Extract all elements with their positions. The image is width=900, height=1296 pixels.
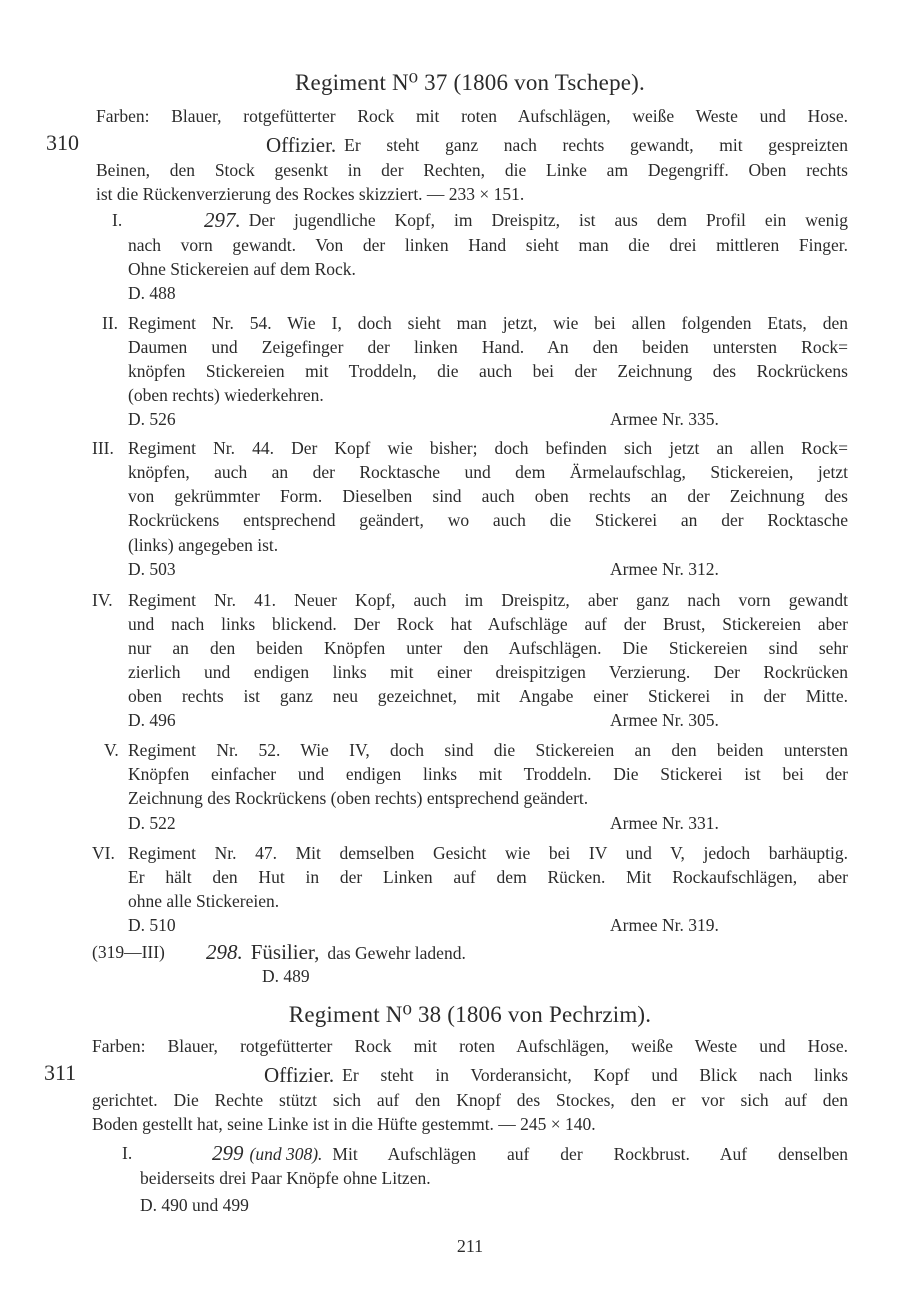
- state-text: Rockrückens entsprechend geändert, wo auch die Stickerei an der Rocktasche: [128, 510, 848, 530]
- state-roman-vi: VI.: [92, 843, 115, 863]
- reference-army: Armee Nr. 312.: [610, 559, 719, 579]
- officer-entry-line-1: [264, 1063, 848, 1087]
- page-number: 211: [456, 1236, 484, 1256]
- state-text: Zeichnung des Rockrückens (oben rechts) entsprechend geändert.: [128, 788, 589, 808]
- state-text: Regiment Nr. 47. Mit demselben Gesicht wie bei IV und V, jedoch barhäuptig.: [128, 843, 848, 863]
- reference-d: D. 522: [128, 813, 176, 833]
- plate-number-310: 310: [46, 130, 79, 155]
- plate-number-311: 311: [44, 1060, 77, 1085]
- catalogue-number-suffix: (und 308).: [249, 1144, 323, 1164]
- fusilier-text: das Gewehr ladend.: [327, 943, 466, 963]
- state-text: Mit Aufschlägen auf der Rockbrust. Auf denselben: [332, 1144, 848, 1164]
- state-i-line-1: [212, 1141, 848, 1166]
- state-text: Regiment Nr. 41. Neuer Kopf, auch im Dreispitz, aber ganz nach vorn gewandt: [128, 590, 848, 610]
- state-text: ohne alle Stickereien.: [128, 891, 280, 911]
- section-heading-regiment-37: Regiment N⁰ 37 (1806 von Tschepe).: [295, 70, 645, 95]
- state-roman-i: I.: [112, 210, 123, 230]
- state-text: nach vorn gewandt. Von der linken Hand sieht man die drei mittleren Finger.: [128, 235, 848, 255]
- officer-text: ist die Rückenverzierung des Rockes skizziert. — 233 × 151.: [96, 184, 525, 204]
- catalogue-number: 298.: [206, 940, 243, 964]
- state-text: Ohne Stickereien auf dem Rock.: [128, 259, 356, 279]
- reference-army: Armee Nr. 319.: [610, 915, 719, 935]
- fusilier-title: Füsilier,: [250, 940, 320, 964]
- state-text: (links) angegeben ist.: [128, 535, 279, 555]
- reference-d: D. 490 und 499: [140, 1195, 249, 1215]
- catalogue-number: 297.: [204, 208, 241, 232]
- reference-army: Armee Nr. 305.: [610, 710, 719, 730]
- reference-d: D. 496: [128, 710, 176, 730]
- state-text: Regiment Nr. 52. Wie IV, doch sind die Stickereien an den beiden untersten: [128, 740, 848, 760]
- state-text: Daumen und Zeigefinger der linken Hand. An den beiden untersten Rock=: [128, 337, 848, 357]
- state-text: beiderseits drei Paar Knöpfe ohne Litzen.: [140, 1168, 431, 1188]
- officer-text: Er steht in Vorderansicht, Kopf und Blick nach links: [342, 1065, 848, 1085]
- cross-reference: (319—III): [92, 942, 165, 962]
- colors-line-regiment-38: Farben: Blauer, rotgefütterter Rock mit roten Aufschlägen, weiße Weste und Hose.: [92, 1036, 848, 1056]
- reference-army: Armee Nr. 331.: [610, 813, 719, 833]
- state-text: zierlich und endigen links mit einer dreispitzigen Verzierung. Der Rockrücken: [128, 662, 848, 682]
- state-text: Knöpfen einfacher und endigen links mit Troddeln. Die Stickerei ist bei der: [128, 764, 848, 784]
- state-roman-iii: III.: [92, 438, 114, 458]
- state-text: von gekrümmter Form. Dieselben sind auch oben rechts an der Zeichnung des: [128, 486, 848, 506]
- catalogue-number: 299: [212, 1141, 244, 1165]
- colors-line-regiment-37: Farben: Blauer, rotgefütterter Rock mit roten Aufschlägen, weiße Weste und Hose.: [96, 106, 848, 126]
- reference-d: D. 503: [128, 559, 176, 579]
- fusilier-entry: [206, 940, 466, 965]
- state-text: Der jugendliche Kopf, im Dreispitz, ist aus dem Profil ein wenig: [248, 210, 848, 230]
- state-text: oben rechts ist ganz neu gezeichnet, mit Angabe einer Stickerei in der Mitte.: [128, 686, 848, 706]
- state-i-line-1: [204, 208, 848, 232]
- reference-d: D. 510: [128, 915, 176, 935]
- reference-army: Armee Nr. 335.: [610, 409, 719, 429]
- state-roman-v: V.: [104, 740, 119, 760]
- state-text: nur an den beiden Knöpfen unter den Aufschlägen. Die Stickereien sind sehr: [128, 638, 848, 658]
- officer-text: Beinen, den Stock gesenkt in der Rechten, die Linke am Degengriff. Oben rechts: [96, 160, 848, 180]
- officer-text: gerichtet. Die Rechte stützt sich auf den Knopf des Stockes, den er vor sich auf den: [92, 1090, 848, 1110]
- officer-text: Boden gestellt hat, seine Linke ist in die Hüfte gestemmt. — 245 × 140.: [92, 1114, 596, 1134]
- state-text: Regiment Nr. 44. Der Kopf wie bisher; doch befinden sich jetzt an allen Rock=: [128, 438, 848, 458]
- officer-entry-line-1: [266, 133, 848, 157]
- state-roman-ii: II.: [102, 313, 119, 333]
- state-text: Er hält den Hut in der Linken auf dem Rücken. Mit Rockaufschlägen, aber: [128, 867, 848, 887]
- officer-text: Er steht ganz nach rechts gewandt, mit gespreizten: [344, 135, 848, 155]
- state-roman-iv: IV.: [92, 590, 113, 610]
- state-text: Regiment Nr. 54. Wie I, doch sieht man jetzt, wie bei allen folgenden Etats, den: [128, 313, 848, 333]
- reference-d: D. 489: [262, 966, 310, 986]
- officer-title: Offizier.: [266, 133, 337, 157]
- state-text: (oben rechts) wiederkehren.: [128, 385, 324, 405]
- officer-title: Offizier.: [264, 1063, 335, 1087]
- section-heading-regiment-38: Regiment N⁰ 38 (1806 von Pechrzim).: [288, 1002, 652, 1027]
- state-text: und nach links blickend. Der Rock hat Aufschläge auf der Brust, Stickereien aber: [128, 614, 848, 634]
- state-text: knöpfen, auch an der Rocktasche und dem Ärmelaufschlag, Stickereien, jetzt: [128, 462, 848, 482]
- state-text: knöpfen Stickereien mit Troddeln, die auch bei der Zeichnung des Rockrückens: [128, 361, 848, 381]
- reference-d: D. 488: [128, 283, 176, 303]
- reference-d: D. 526: [128, 409, 176, 429]
- state-roman-i: I.: [122, 1143, 133, 1163]
